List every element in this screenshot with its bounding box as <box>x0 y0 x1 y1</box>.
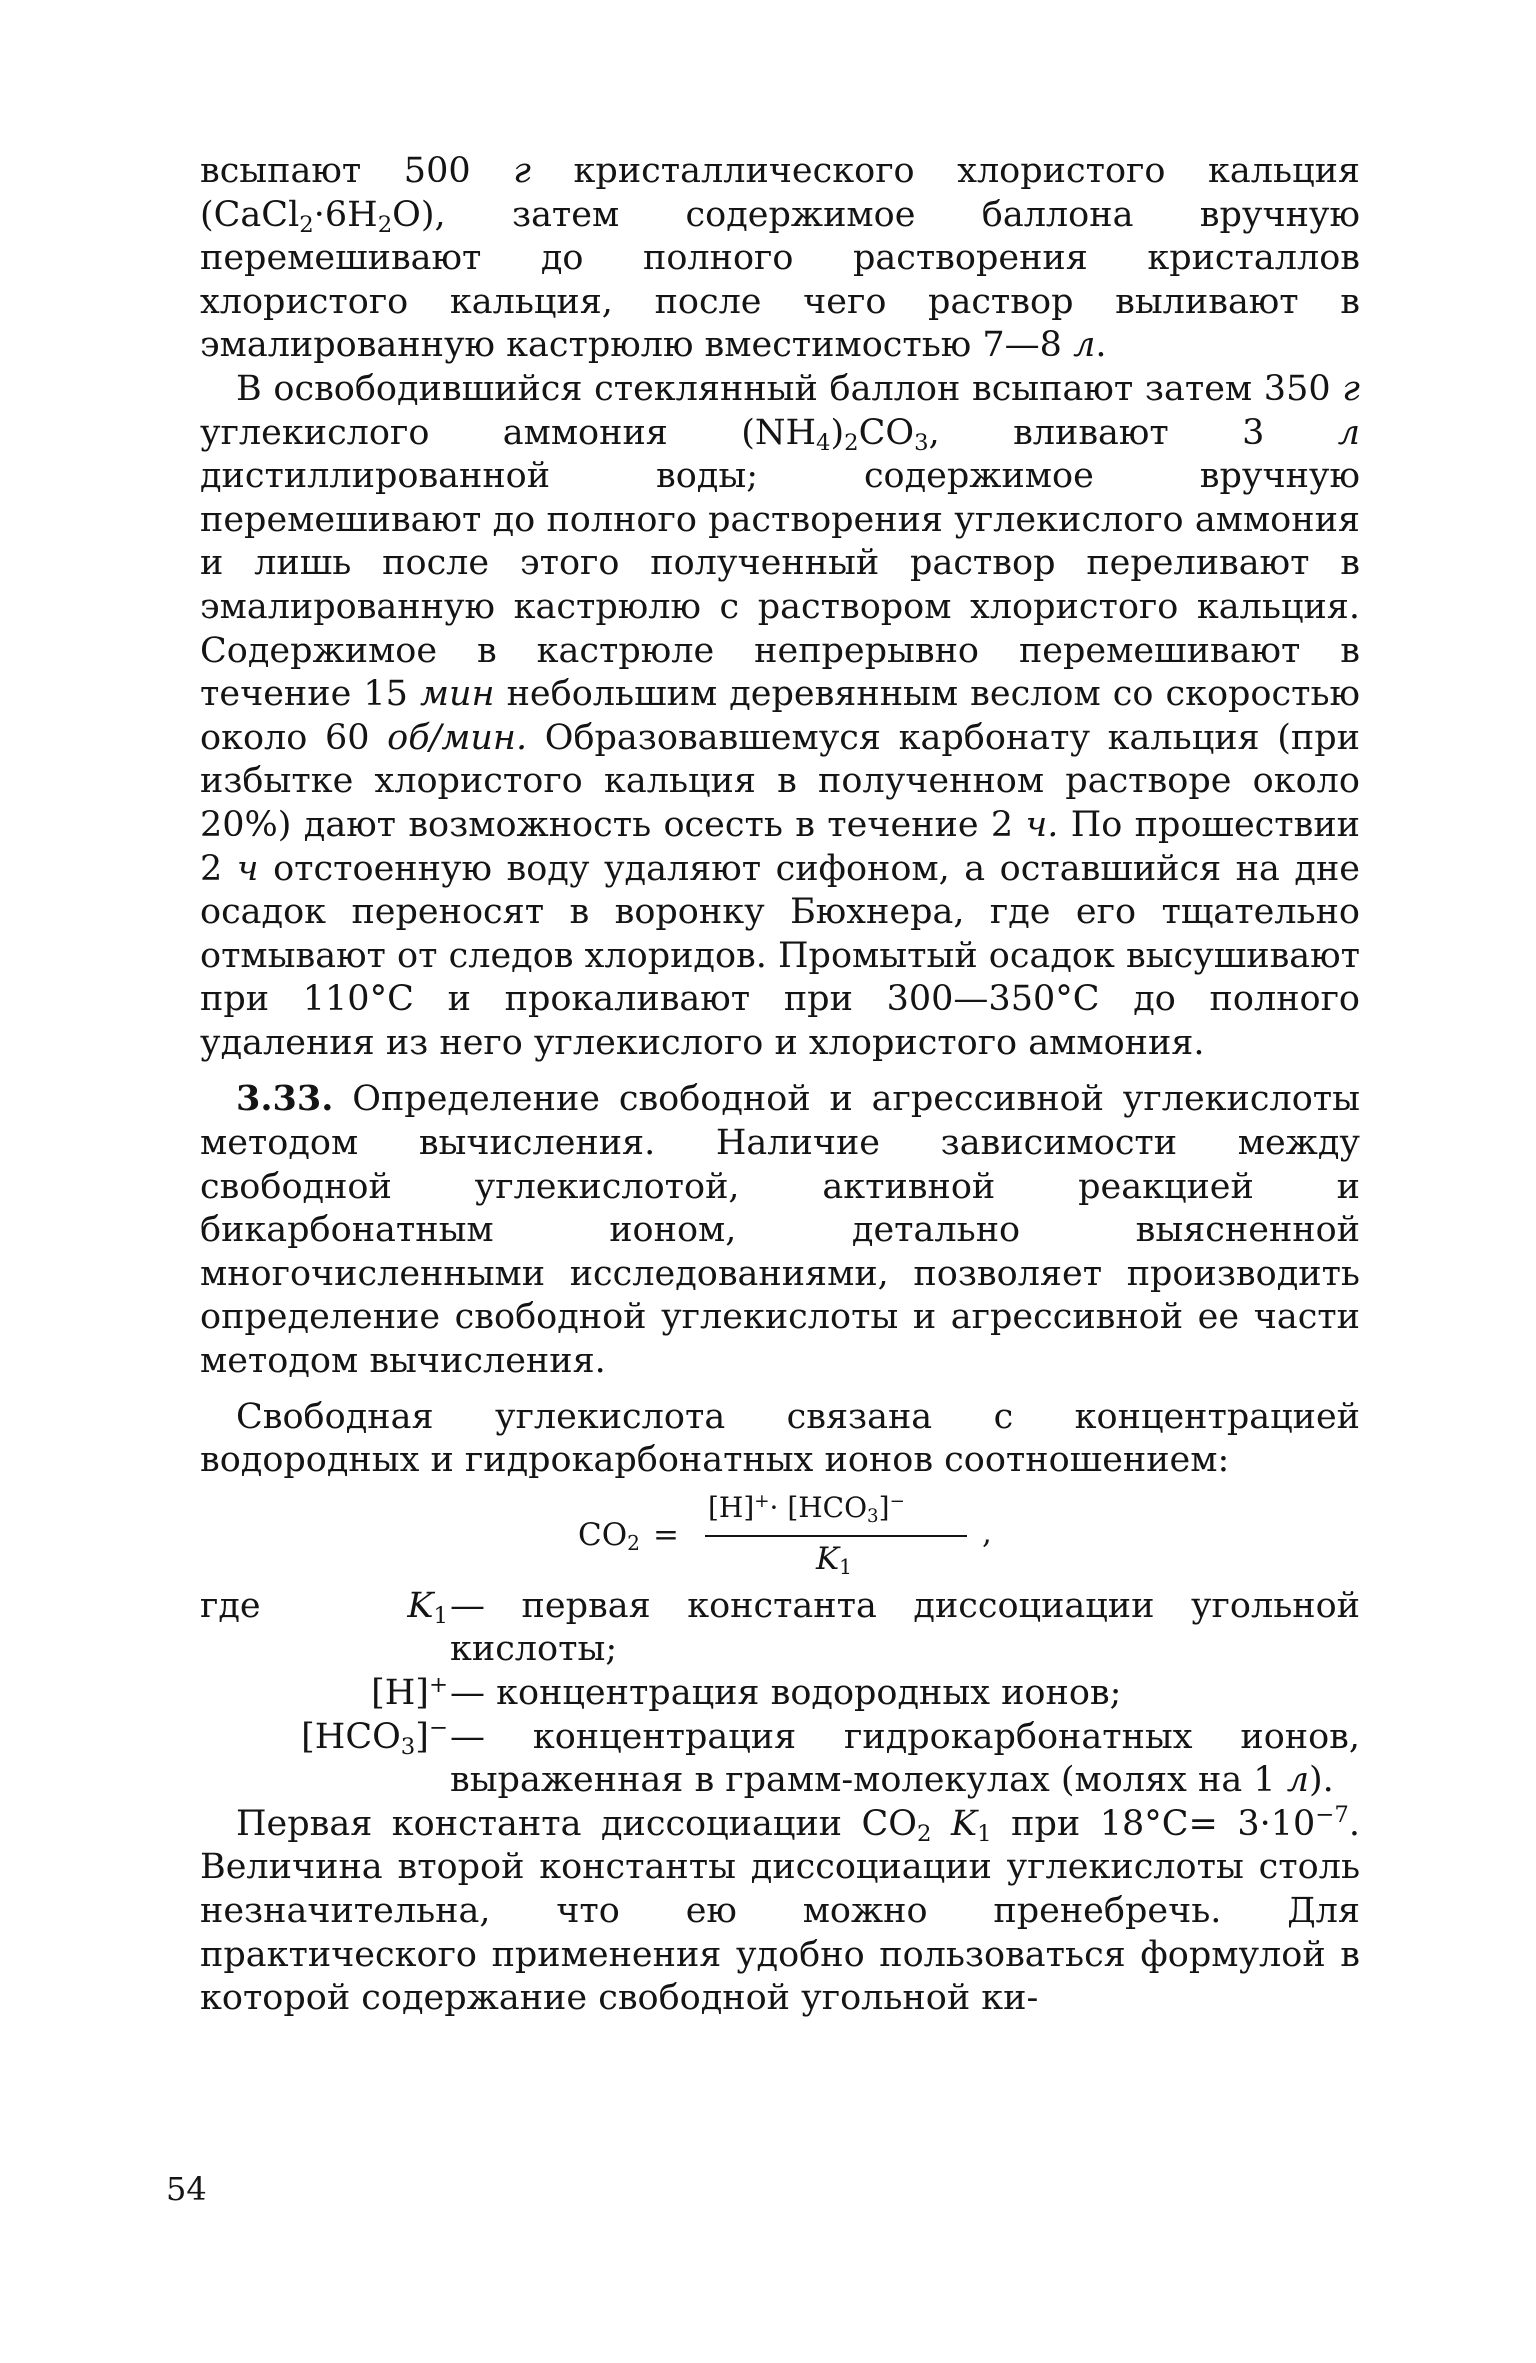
definition-h-ion <box>200 1672 1360 1716</box>
definition-hco3-ion <box>200 1716 1360 1803</box>
page-body <box>200 150 1360 2021</box>
formula-equals: = <box>653 1516 679 1553</box>
definitions-list <box>200 1585 1360 1803</box>
section-number: 3.33. <box>236 1078 334 1120</box>
definition-symbol: [H]+ <box>371 1671 448 1713</box>
definition-k1 <box>200 1585 1360 1672</box>
paragraph-ammonium-carbonate: В освободившийся стеклянный баллон всыпают затем 350 г углекислого аммония $(NH_4)_2CO_3$, вливают 3 л дистиллированной воды; содержимое вручную перемешивают до полного растворения углекислого аммония и лишь после этого полученный раствор переливают в эмалированную кастрюлю с раствором хлористого кальция. Содержимое в кастрюле непрерывно перемешивают в течение 15 мин небольшим деревянным веслом со скоростью около 60 об/мин. Образовавшемуся карбонату кальция (при избытке хлористого кальция в полученном растворе около 20%) дают возможность осесть в течение 2 ч. По прошествии 2 ч отстоенную воду удаляют сифоном, а оставшийся на дне осадок переносят в воронку Бюхнера, где его тщательно отмывают от следов хлоридов. Промытый осадок высушивают при 110°C и прокаливают при 300—350°C до полного удаления из него углекислого и хлористого аммония. <box>200 368 1360 1063</box>
paragraph-relation-intro: Свободная углекислота связана с концентрацией водородных и гидрокарбонатных ионов соотношением: <box>200 1396 1360 1481</box>
formula-comma: , <box>982 1514 992 1551</box>
page-number: 54 <box>166 2170 207 2208</box>
paragraph-calcium-chloride: всыпают 500 г кристаллического хлористого кальция $(CaCl_2\cdot 6H_2O)$, затем содержимое баллона вручную перемешивают до полного растворения кристаллов хлористого кальция, после чего раствор выливают в эмалированную кастрюлю вместимостью 7—8 л. <box>200 151 1360 366</box>
section-3-33: 3.33. Определение свободной и агрессивной углекислоты методом вычисления. Наличие зависимости между свободной углекислотой, активной реакцией и бикарбонатным ионом, детально выясненной многочисленными исследованиями, позволяет производить определение свободной углекислоты и агрессивной ее части методом вычисления. <box>200 1078 1360 1382</box>
definition-symbol: $K_1$ <box>407 1585 448 1630</box>
paragraph-dissociation-constant: Первая константа диссоциации $CO_2$ $K_1$ при $18^\circ C= 3\cdot 10^{-7}$. Величина второй константы диссоциации углекислоты столь незначительна, что ею можно пренебречь. Для практического применения удобно пользоваться формулой в которой содержание свободной угольной ки- <box>200 1802 1360 2019</box>
definition-symbol: $[HCO_3]^-$ <box>301 1715 448 1760</box>
formula-free-co2 <box>200 1487 1360 1579</box>
formula-denominator: $K_1$ <box>816 1540 852 1580</box>
definitions-lead: где <box>200 1585 261 1626</box>
formula-lhs: $CO_2$ <box>578 1516 640 1556</box>
definition-text: — первая константа диссоциации угольной кислоты; <box>450 1585 1360 1670</box>
formula-fraction-bar <box>705 1535 967 1537</box>
definition-text: — концентрация водородных ионов; <box>450 1673 1122 1713</box>
definition-text: — концентрация гидрокарбонатных ионов, выраженная в грамм-молекулах (молях на 1 л). <box>450 1716 1360 1801</box>
formula-numerator: $[H]^+\cdot [HCO_3]^-$ <box>708 1490 905 1527</box>
